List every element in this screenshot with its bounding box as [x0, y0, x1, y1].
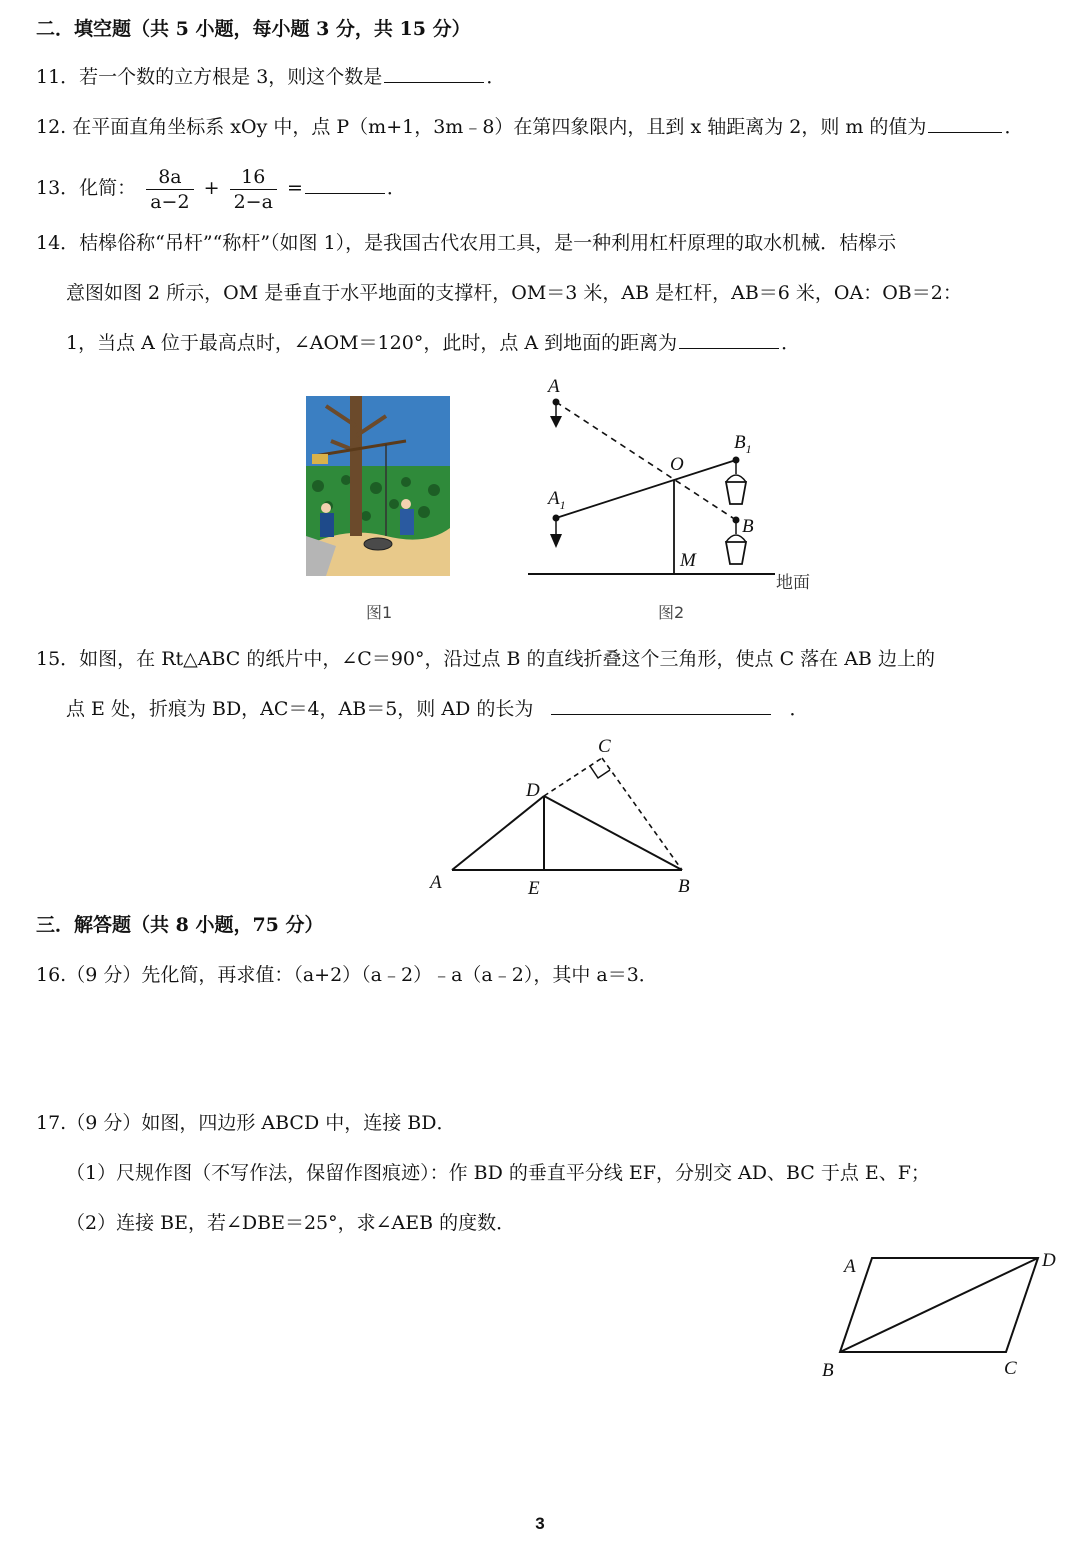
person-right [400, 509, 414, 535]
lever-a-b [556, 402, 736, 520]
lever-a1-b1 [556, 460, 736, 518]
label-b: B [678, 876, 690, 897]
label-a: A [430, 872, 442, 893]
question-11-text: 11．若一个数的立方根是 3，则这个数是 [36, 66, 383, 88]
question-15-line-1: 15．如图，在 Rt△ABC 的纸片中，∠C＝90°，沿过点 B 的直线折叠这个三角形，使点 C 落在 AB 边上的 [36, 648, 935, 670]
answer-blank-13[interactable] [305, 175, 385, 194]
figure-2-caption: 图2 [658, 603, 685, 622]
bucket-icon [726, 482, 746, 504]
label-b1: $B_1$ [734, 432, 752, 456]
label-e: E [528, 878, 540, 899]
question-15-line-2 [66, 696, 808, 722]
question-14-line-3-text: 1，当点 A 位于最高点时，∠AOM＝120°，此时，点 A 到地面的距离为 [66, 332, 678, 354]
answer-blank-11[interactable] [384, 64, 484, 83]
arrow-down-icon [550, 416, 562, 428]
fraction-2 [230, 165, 277, 214]
figure-1-caption: 图1 [366, 603, 393, 622]
label-o: O [670, 454, 684, 475]
label-a: A [844, 1256, 856, 1277]
label-c: C [1004, 1358, 1017, 1379]
question-13-end: ． [386, 177, 406, 199]
answer-blank-15[interactable] [551, 696, 771, 715]
question-14-end: ． [781, 332, 801, 354]
answer-blank-12[interactable] [928, 114, 1002, 133]
answer-blank-14[interactable] [679, 330, 779, 349]
question-17-part-1: （1）尺规作图（不写作法，保留作图痕迹）：作 BD 的垂直平分线 EF，分别交 AD、BC 于点 E、F； [66, 1162, 930, 1184]
fraction-1-numerator: 8a [146, 165, 193, 190]
label-a1: $A_1$ [548, 488, 566, 512]
label-b: B [742, 516, 754, 537]
figure-triangle-abc [420, 732, 710, 900]
label-d: D [1042, 1250, 1056, 1271]
right-angle-icon [590, 766, 610, 778]
question-14-line-3 [66, 330, 800, 356]
question-15-line-2-text: 点 E 处，折痕为 BD，AC＝4，AB＝5，则 AD 的长为 [66, 698, 534, 720]
label-b: B [822, 1360, 834, 1381]
label-ground: 地面 [776, 573, 810, 593]
bucket-icon [726, 542, 746, 564]
question-14-line-1: 14．桔槔俗称“吊杆”“称杆”（如图 1），是我国古代农用工具，是一种利用杠杆原理的取水机械．桔槔示 [36, 232, 897, 254]
question-13-prefix: 13．化简： [36, 177, 137, 199]
question-17-line-1: 17.（9 分）如图，四边形 ABCD 中，连接 BD． [36, 1112, 456, 1134]
section-2-heading: 二．填空题（共 5 小题，每小题 3 分，共 15 分） [36, 18, 471, 40]
dashed-cb [602, 758, 682, 870]
question-12 [36, 114, 1023, 140]
label-c: C [598, 736, 611, 757]
person-left [320, 513, 334, 537]
figure-2-diagram [520, 372, 830, 596]
tree-trunk [350, 396, 362, 536]
plus-sign: + [203, 177, 220, 199]
fraction-1-denominator: a−2 [150, 190, 190, 213]
dashed-dc [544, 758, 602, 796]
question-13 [36, 160, 406, 216]
question-15-end: ． [789, 698, 809, 720]
section-3-heading: 三．解答题（共 8 小题，75 分） [36, 914, 324, 936]
figure-parallelogram-abcd [810, 1244, 1070, 1384]
question-11-end: ． [486, 66, 506, 88]
label-d: D [526, 780, 540, 801]
fraction-2-numerator: 16 [230, 165, 277, 190]
figure-1-illustration [306, 396, 450, 576]
question-12-end: ． [1004, 116, 1024, 138]
diagonal-bd [840, 1258, 1038, 1352]
page-number: 3 [535, 1514, 545, 1533]
fraction-2-denominator: 2−a [233, 190, 273, 213]
side-ad [452, 796, 544, 870]
question-16: 16.（9 分）先化简，再求值：（a+2）（a﹣2）﹣a（a﹣2），其中 a＝3． [36, 964, 658, 986]
label-m: M [680, 550, 696, 571]
equals-sign: = [286, 177, 303, 199]
arrow-down-icon [550, 534, 562, 548]
crease-bd [544, 796, 682, 870]
label-a: A [548, 376, 560, 397]
fraction-1 [146, 165, 193, 214]
question-11 [36, 64, 505, 90]
counterweight [312, 454, 328, 464]
question-12-text: 12. 在平面直角坐标系 xOy 中，点 P（m+1，3m﹣8）在第四象限内，且到 x 轴距离为 2，则 m 的值为 [36, 116, 927, 138]
question-14-line-2: 意图如图 2 所示，OM 是垂直于水平地面的支撑杆，OM＝3 米，AB 是杠杆，AB＝6 米，OA：OB＝2： [66, 282, 962, 304]
well [364, 538, 392, 550]
question-17-part-2: （2）连接 BE，若∠DBE＝25°，求∠AEB 的度数． [66, 1212, 516, 1234]
